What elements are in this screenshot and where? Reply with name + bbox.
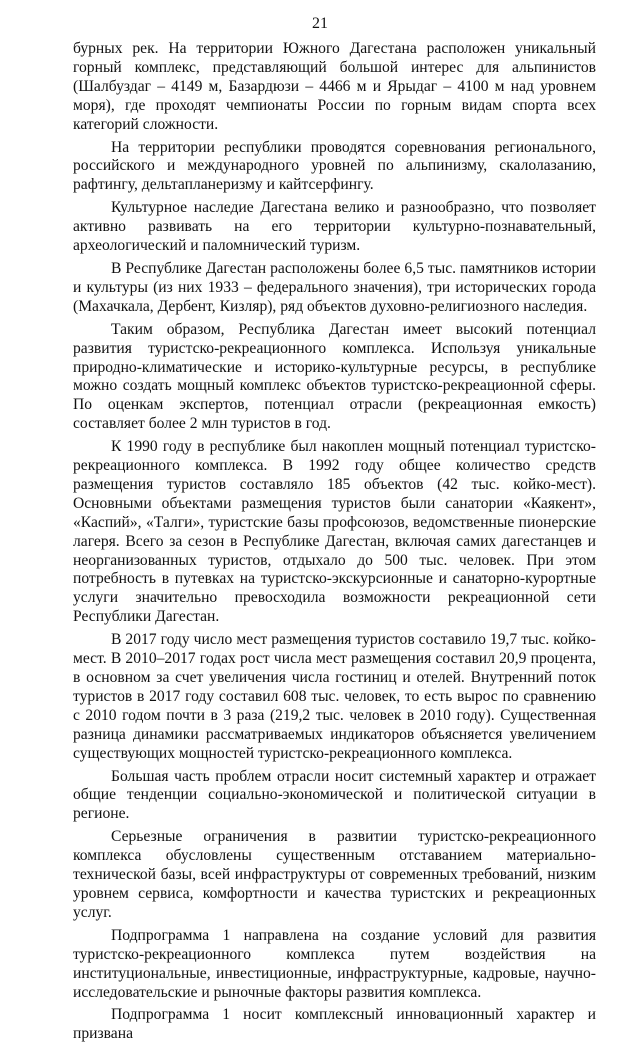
document-body bbox=[73, 40, 596, 1044]
paragraph-2017-statistics: В 2017 году число мест размещения туристов составило 19,7 тыс. койко-мест. В 2010–2017 годах рост числа мест размещения составил 20,9 процента, в основном за счет увеличения числа гостиниц и отелей. Внутренний поток туристов в 2017 году составил 608 тыс. человек, то есть вырос по сравнению с 2010 годом почти в 3 раза (219,2 тыс. человек в 2010 году). Существенная разница динамики рассматриваемых индикаторов объясняется увеличением существующих мощностей туристско-рекреационного комплекса. bbox=[73, 631, 596, 762]
paragraph-continuation: бурных рек. На территории Южного Дагестана расположен уникальный горный комплекс, представляющий большой интерес для альпинистов (Шалбуздаг – 4149 м, Базардюзи – 4466 м и Ярыдаг – 4100 м над уровнем моря), где проходят чемпионаты России по горным видам спорта всех категорий сложности. bbox=[73, 40, 596, 133]
paragraph-systemic-problems: Большая часть проблем отрасли носит системный характер и отражает общие тенденции социально-экономической и политической ситуации в регионе. bbox=[73, 767, 596, 823]
paragraph-subprogram-aim: Подпрограмма 1 направлена на создание условий для развития туристско-рекреационного комплекса путем воздействия на институциональные, инвестиционные, инфраструктурные, кадровые, научно-исследовательские и рыночные факторы развития комплекса. bbox=[73, 926, 596, 1001]
paragraph-limitations: Серьезные ограничения в развитии туристско-рекреационного комплекса обусловлены существенным отставанием материально-технической базы, всей инфраструктуры от современных требований, низким уровнем сервиса, комфортности и качества туристских и рекреационных услуг. bbox=[73, 828, 596, 921]
paragraph-subprogram-nature: Подпрограмма 1 носит комплексный инновационный характер и призвана bbox=[73, 1006, 596, 1043]
page-number: 21 bbox=[312, 15, 328, 32]
paragraph-potential: Таким образом, Республика Дагестан имеет высокий потенциал развития туристско-рекреационного комплекса. Используя уникальные природно-климатические и историко-культурные ресурсы, в республике можно создать мощный комплекс объектов туристско-рекреационной сферы. По оценкам экспертов, потенциал отрасли (рекреационная емкость) составляет более 2 млн туристов в год. bbox=[73, 320, 596, 433]
paragraph-1990-history: К 1990 году в республике был накоплен мощный потенциал туристско-рекреационного комплекса. В 1992 году общее количество средств размещения туристов составляло 185 объектов (42 тыс. койко-мест). Основными объектами размещения туристов были санатории «Каякент», «Каспий», «Талги», туристские базы профсоюзов, ведомственные пионерские лагеря. Всего за сезон в Республике Дагестан, включая самих дагестанцев и неорганизованных туристов, отдыхало до 500 тыс. человек. При этом потребность в путевках на туристско-экскурсионные и санаторно-курортные услуги значительно превосходила возможности рекреационной сети Республики Дагестан. bbox=[73, 438, 596, 626]
paragraph-cultural-heritage: Культурное наследие Дагестана велико и разнообразно, что позволяет активно развивать на его территории культурно-познавательный, археологический и паломнический туризм. bbox=[73, 199, 596, 255]
paragraph-monuments: В Республике Дагестан расположены более 6,5 тыс. памятников истории и культуры (из них 1933 – федерального значения), три исторических города (Махачкала, Дербент, Кизляр), ряд объектов духовно-религиозного наследия. bbox=[73, 259, 596, 315]
paragraph-competitions: На территории республики проводятся соревнования регионального, российского и международного уровней по альпинизму, скалолазанию, рафтингу, дельтапланеризму и кайтсерфингу. bbox=[73, 138, 596, 194]
